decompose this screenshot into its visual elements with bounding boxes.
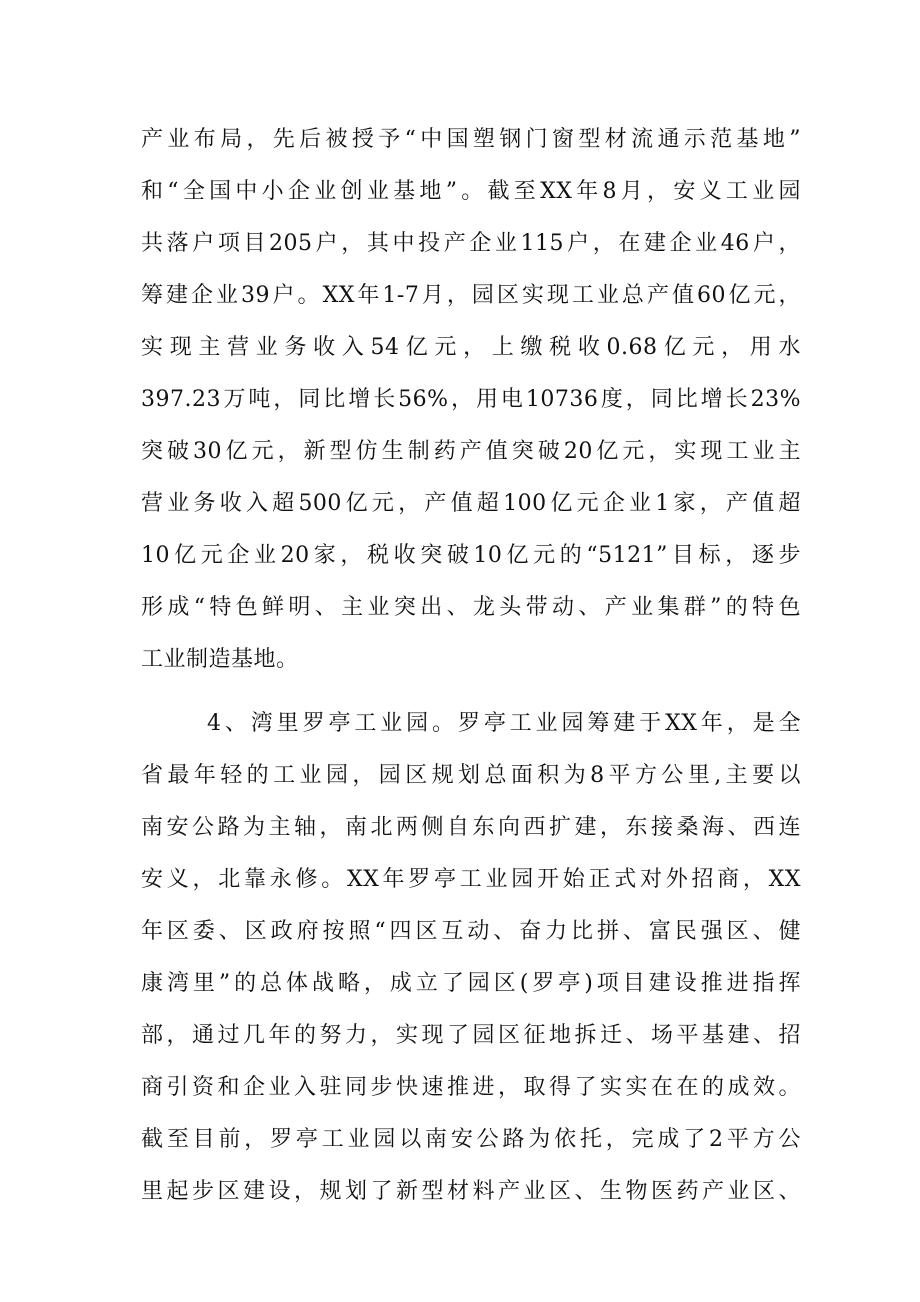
- text-line: 商引资和企业入驻同步快速推进，取得了实实在在的成效。: [141, 1075, 801, 1100]
- text-line: 安义，北靠永修。XX年罗亭工业园开始正式对外招商，XX: [141, 867, 801, 892]
- text-line: 工业制造基地。: [141, 647, 299, 672]
- text-line: 产业布局，先后被授予“中国塑钢门窗型材流通示范基地”: [141, 127, 801, 152]
- text-line: 实现主营业务收入54亿元，上缴税收0.68亿元，用水: [141, 335, 801, 360]
- text-line: 营业务收入超500亿元，产值超100亿元企业1家，产值超: [141, 491, 801, 516]
- text-line: 突破30亿元，新型仿生制药产值突破20亿元，实现工业主: [141, 439, 801, 464]
- text-line: 4、湾里罗亭工业园。罗亭工业园筹建于XX年，是全: [207, 711, 801, 736]
- text-line: 南安公路为主轴，南北两侧自东向西扩建，东接桑海、西连: [141, 815, 801, 840]
- text-line: 10亿元企业20家，税收突破10亿元的“5121”目标，逐步: [141, 543, 801, 568]
- text-line: 筹建企业39户。XX年1-7月，园区实现工业总产值60亿元，: [141, 283, 801, 308]
- text-line: 形成“特色鲜明、主业突出、龙头带动、产业集群”的特色: [141, 595, 801, 620]
- paragraph-luoting-industrial-park: [141, 698, 801, 1218]
- paragraph-industrial-park-anyi: [141, 114, 801, 686]
- text-line: 截至目前，罗亭工业园以南安公路为依托，完成了2平方公: [141, 1127, 801, 1152]
- text-line: 397.23万吨，同比增长56%，用电10736度，同比增长23%: [141, 387, 801, 412]
- text-line: 共落户项目205户，其中投产企业115户，在建企业46户，: [141, 231, 801, 256]
- text-line: 康湾里”的总体战略，成立了园区(罗亭)项目建设推进指挥: [141, 971, 801, 996]
- text-line: 省最年轻的工业园，园区规划总面积为8平方公里,主要以: [141, 763, 801, 788]
- text-line: 年区委、区政府按照“四区互动、奋力比拼、富民强区、健: [141, 919, 801, 944]
- text-line: 和“全国中小企业创业基地”。截至XX年8月，安义工业园: [141, 179, 801, 204]
- text-line: 部，通过几年的努力，实现了园区征地拆迁、场平基建、招: [141, 1023, 801, 1048]
- text-line: 里起步区建设，规划了新型材料产业区、生物医药产业区、: [141, 1179, 801, 1204]
